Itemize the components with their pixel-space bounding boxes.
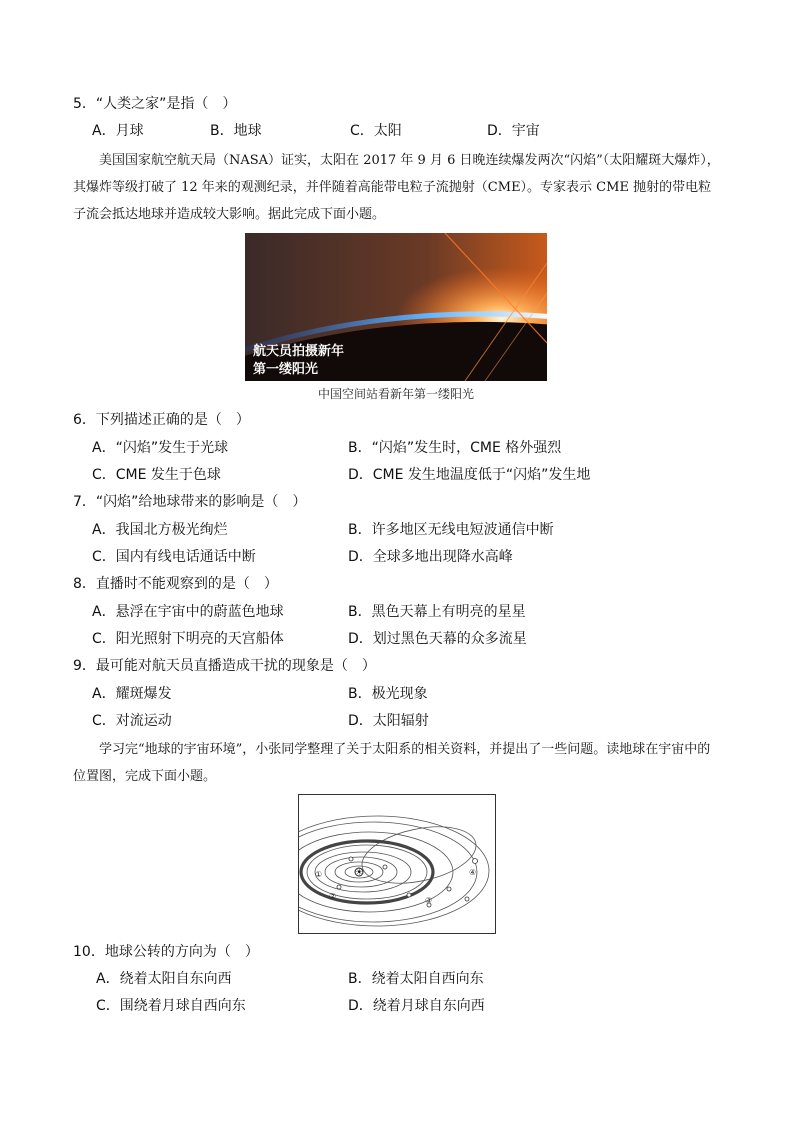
question-8-stem: 8．直播时不能观察到的是（ ）: [73, 576, 278, 592]
space-station-photo: [245, 233, 547, 381]
q9-option-d: D．太阳辐射: [348, 713, 429, 729]
q10-option-a: A．绕着太阳自东向西: [96, 971, 232, 987]
q9-option-c: C．对流运动: [92, 713, 172, 729]
q5-option-b: B．地球: [210, 123, 262, 139]
question-5-stem: 5．“人类之家”是指（ ）: [73, 96, 237, 112]
question-9-stem: 9．最可能对航天员直播造成干扰的现象是（ ）: [73, 658, 376, 674]
q8-option-b: B．黑色天幕上有明亮的星星: [348, 604, 526, 620]
q5-option-c: C．太阳: [350, 123, 402, 139]
q7-option-c: C．国内有线电话通话中断: [92, 549, 256, 565]
diagram-label-3: ③: [425, 896, 433, 905]
passage-solar-system: 学习完“地球的宇宙环境”，小张同学整理了关于太阳系的相关资料，并提出了一些问题。读地球在宇宙中的位置图，完成下面小题。: [73, 742, 711, 784]
question-10-stem: 10．地球公转的方向为（ ）: [73, 944, 259, 960]
q8-option-a: A．悬浮在宇宙中的蔚蓝色地球: [92, 604, 284, 620]
q10-option-c: C．围绕着月球自西向东: [96, 998, 246, 1014]
orbit-diagram: [299, 795, 495, 933]
q10-option-b: B．绕着太阳自西向东: [348, 971, 484, 987]
q8-option-c: C．阳光照射下明亮的天宫船体: [92, 631, 284, 647]
q6-option-d: D．CME 发生地温度低于“闪焰”发生地: [348, 467, 591, 483]
photo-overlay-line1: 航天员拍摄新年: [253, 344, 345, 359]
q7-option-d: D．全球多地出现降水高峰: [348, 549, 513, 565]
question-6-stem: 6．下列描述正确的是（ ）: [73, 412, 250, 428]
q9-option-b: B．极光现象: [348, 686, 428, 702]
photo-caption: 中国空间站看新年第一缕阳光: [317, 387, 474, 401]
q5-option-d: D．宇宙: [487, 123, 540, 139]
sun-symbol: ☀: [354, 868, 364, 878]
q6-option-b: B．“闪焰”发生时，CME 格外强烈: [348, 440, 562, 456]
q6-option-a: A．“闪焰”发生于光球: [92, 440, 229, 456]
q10-option-d: D．绕着月球自东向西: [348, 998, 485, 1014]
q5-option-a: A．月球: [92, 123, 144, 139]
q7-option-b: B．许多地区无线电短波通信中断: [348, 522, 554, 538]
q9-option-a: A．耀斑爆发: [92, 686, 172, 702]
diagram-label-4: ④: [469, 868, 477, 877]
question-7-stem: 7．“闪焰”给地球带来的影响是（ ）: [73, 494, 307, 510]
solar-system-diagram: [298, 794, 496, 934]
photo-overlay-line2: 第一缕阳光: [253, 362, 319, 377]
q6-option-c: C．CME 发生于色球: [92, 467, 221, 483]
diagram-label-1: ①: [315, 870, 323, 879]
passage-nasa: 美国国家航空航天局（NASA）证实，太阳在 2017 年 9 月 6 日晚连续爆发两次“闪焰”（太阳耀斑大爆炸），其爆炸等级打破了 12 年来的观测纪录，并伴随着高能带电粒子流抛射（CME）。专家表示 CME 抛射的带电粒子流会抵达地球并造成较大影响。据此完成下面小题。: [73, 153, 720, 222]
diagram-label-2: ②: [329, 892, 337, 901]
q8-option-d: D．划过黑色天幕的众多流星: [348, 631, 527, 647]
q7-option-a: A．我国北方极光绚烂: [92, 522, 228, 538]
